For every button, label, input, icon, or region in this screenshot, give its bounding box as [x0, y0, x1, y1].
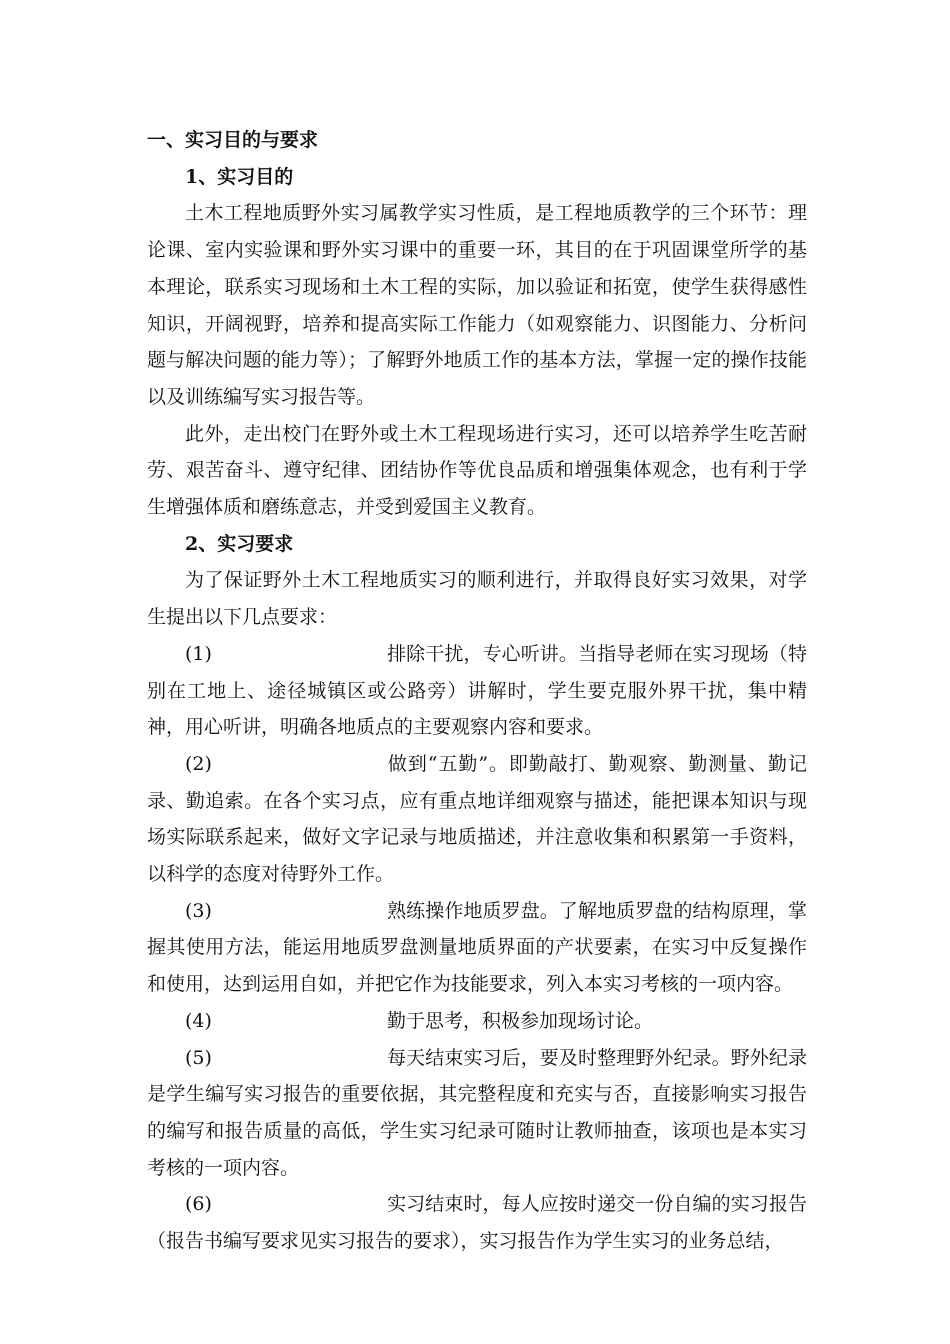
list-item [147, 1040, 807, 1187]
list-item-text: 做到“五勤”。即勤敲打、勤观察、勤测量、勤记录、勤追索。在各个实习点，应有重点地详细观察与描述，能把课本知识与现场实际联系起来，做好文字记录与地质描述，并注意收集和积累第一手资料，以科学的态度对待野外工作。 [147, 752, 807, 886]
list-item-number: (2) [185, 752, 212, 775]
list-item [147, 1186, 807, 1259]
list-item-number: (3) [185, 899, 212, 922]
list-item [147, 636, 807, 746]
list-item-text: 排除干扰，专心听讲。当指导老师在实习现场（特别在工地上、途径城镇区或公路旁）讲解时，学生要克服外界干扰，集中精神，用心听讲，明确各地质点的主要观察内容和要求。 [147, 642, 807, 739]
paragraph: 此外，走出校门在野外或土木工程现场进行实习，还可以培养学生吃苦耐劳、艰苦奋斗、遵守纪律、团结协作等优良品质和增强集体观念，也有利于学生增强体质和磨练意志，并受到爱国主义教育。 [147, 422, 807, 519]
paragraph: 土木工程地质野外实习属教学实习性质，是工程地质教学的三个环节：理论课、室内实验课和野外实习课中的重要一环，其目的在于巩固课堂所学的基本理论，联系实习现场和土木工程的实际，加以验证和拓宽，使学生获得感性知识，开阔视野，培养和提高实际工作能力（如观察能力、识图能力、分析问题与解决问题的能力等）；了解野外地质工作的基本方法，掌握一定的操作技能以及训练编写实习报告等。 [147, 202, 807, 408]
list-item-text: 实习结束时，每人应按时递交一份自编的实习报告（报告书编写要求见实习报告的要求），实习报告作为学生实习的业务总结， [147, 1193, 807, 1253]
list-item-text: 每天结束实习后，要及时整理野外纪录。野外纪录是学生编写实习报告的重要依据，其完整程度和充实与否，直接影响实习报告的编写和报告质量的高低，学生实习纪录可随时让教师抽查，该项也是本实习考核的一项内容。 [147, 1046, 807, 1179]
subsection-title-requirements: 2、实习要求 [185, 532, 294, 555]
list-item-number: (4) [185, 1009, 212, 1032]
list-item-number: (1) [185, 642, 212, 665]
paragraph: 为了保证野外土木工程地质实习的顺利进行，并取得良好实习效果，对学生提出以下几点要求： [147, 569, 807, 629]
list-item [147, 746, 807, 893]
document-body [147, 122, 807, 1260]
list-item [147, 1003, 807, 1040]
subsection-title-purpose: 1、实习目的 [185, 165, 294, 188]
list-item-number: (6) [185, 1193, 212, 1216]
list-item-text: 熟练操作地质罗盘。了解地质罗盘的结构原理，掌握其使用方法，能运用地质罗盘测量地质界面的产状要素，在实习中反复操作和使用，达到运用自如，并把它作为技能要求，列入本实习考核的一项内容。 [147, 899, 807, 996]
list-item [147, 893, 807, 1003]
section-title: 一、实习目的与要求 [147, 129, 319, 151]
list-item-number: (5) [185, 1046, 212, 1069]
list-item-text: 勤于思考，积极参加现场讨论。 [387, 1009, 654, 1032]
